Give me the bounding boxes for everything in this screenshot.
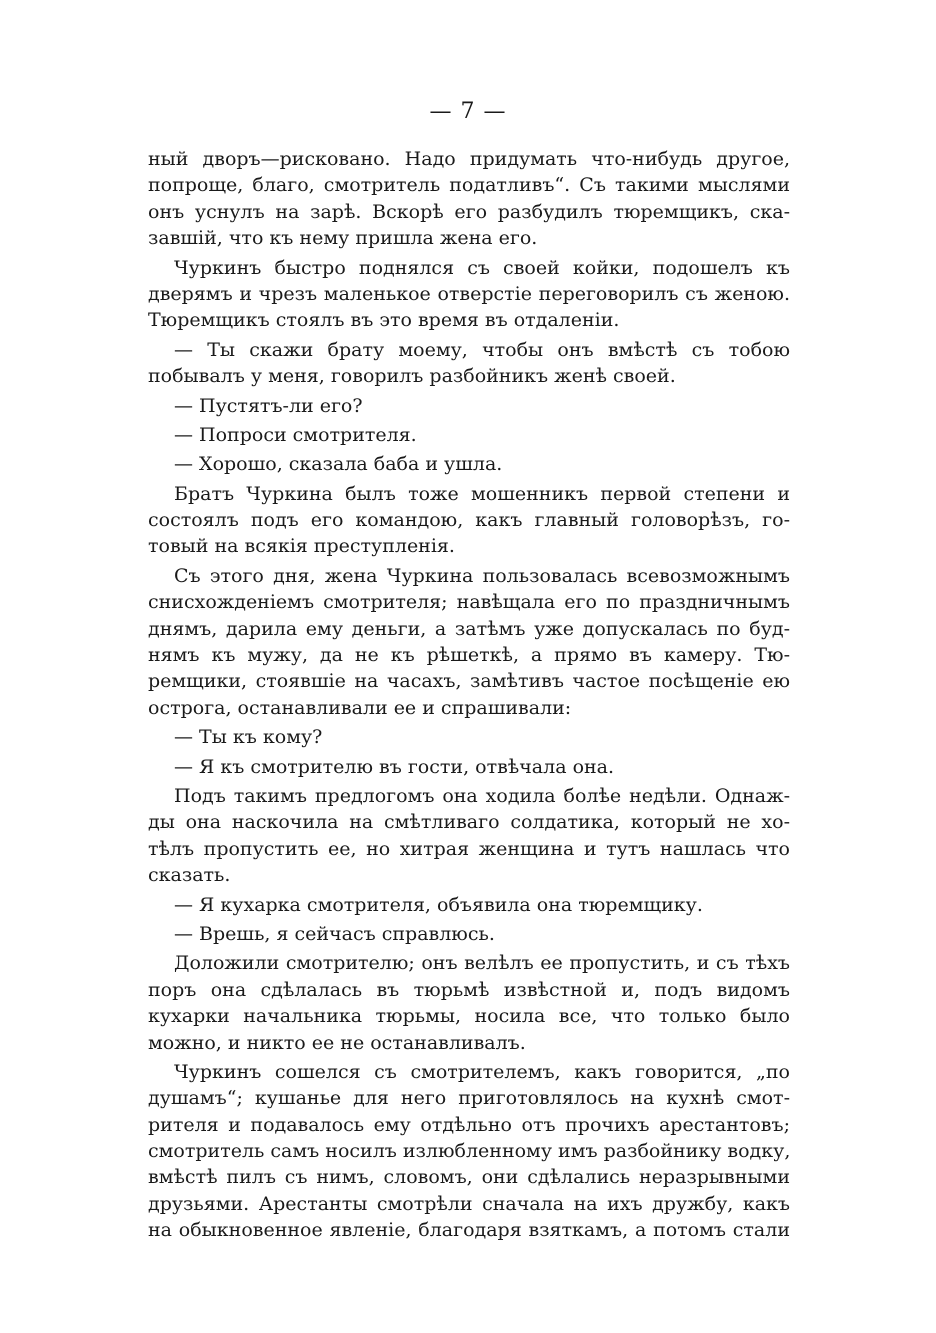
text-line: на обыкновенное явленіе, благодаря взяткамъ, а потомъ стали — [148, 1219, 790, 1242]
paragraph — [148, 783, 790, 889]
paragraph — [148, 754, 790, 780]
text-line: онъ уснулъ на зарѣ. Вскорѣ его разбудилъ тюремщикъ, ска- — [148, 200, 790, 223]
text-line: Чуркинъ быстро поднялся съ своей койки, подошелъ къ — [174, 256, 790, 279]
text-line: — Ты скажи брату моему, чтобы онъ вмѣстѣ съ тобою — [174, 338, 790, 361]
text-line: Братъ Чуркина былъ тоже мошенникъ первой степени и — [174, 482, 790, 505]
text-line: нямъ къ мужу, да не къ рѣшеткѣ, а прямо въ камеру. Тю- — [148, 644, 790, 667]
text-line: острога, останавливали ее и спрашивали: — [148, 696, 572, 719]
text-line: Чуркинъ сошелся съ смотрителемъ, какъ говорится, „по — [174, 1060, 790, 1083]
text-line: — Я кухарка смотрителя, объявила она тюремщику. — [174, 893, 703, 916]
paragraph — [148, 1059, 790, 1244]
text-line: — Я къ смотрителю въ гости, отвѣчала она. — [174, 755, 615, 778]
text-line: Доложили смотрителю; онъ велѣлъ ее пропустить, и съ тѣхъ — [174, 952, 790, 975]
text-line: тѣлъ пропустить ее, но хитрая женщина и тутъ нашлась что — [148, 837, 790, 860]
text-line: ды она наскочила на смѣтливаго солдатика, который не хо- — [148, 811, 790, 834]
text-line: — Врешь, я сейчасъ справлюсь. — [174, 922, 495, 945]
text-line: попроще, благо, смотритель податливъ“. Съ такими мыслями — [148, 174, 790, 197]
text-line: поръ она сдѣлалась въ тюрьмѣ извѣстной и, подъ видомъ — [148, 978, 790, 1001]
paragraph — [148, 255, 790, 334]
paragraph — [148, 393, 790, 419]
text-line: товый на всякія преступленія. — [148, 535, 455, 558]
text-line: кухарки начальника тюрьмы, носила все, что только было — [148, 1005, 790, 1028]
text-line: — Пустятъ-ли его? — [174, 394, 363, 417]
text-line: — Хорошо, сказала баба и ушла. — [174, 453, 503, 476]
paragraph — [148, 724, 790, 750]
paragraph — [148, 422, 790, 448]
text-line: сказать. — [148, 864, 231, 887]
text-line: смотритель самъ носилъ излюбленному имъ разбойнику водку, — [148, 1140, 790, 1163]
text-line: днямъ, дарила ему деньги, а затѣмъ уже допускалась по буд- — [148, 617, 790, 640]
text-line: дверямъ и чрезъ маленькое отверстіе переговорилъ съ женою. — [148, 282, 790, 305]
text-line: Съ этого дня, жена Чуркина пользовалась всевозможнымъ — [174, 564, 790, 587]
text-body — [148, 146, 790, 1247]
text-line: рителя и подавалось ему отдѣльно отъ прочихъ арестантовъ; — [148, 1113, 790, 1136]
text-line: Подъ такимъ предлогомъ она ходила болѣе недѣли. Однаж- — [174, 784, 790, 807]
text-line: — Ты къ кому? — [174, 726, 323, 749]
text-line: ный дворъ—рисковано. Надо придумать что-нибудь другое, — [148, 148, 790, 170]
text-line: — Попроси смотрителя. — [174, 423, 417, 446]
text-line: Тюремщикъ стоялъ въ это время въ отдаленіи. — [148, 309, 620, 332]
text-line: состоялъ подъ его командою, какъ главный головорѣзъ, го- — [148, 509, 790, 532]
paragraph — [148, 337, 790, 390]
text-line: душамъ“; кушанье для него приготовлялось на кухнѣ смот- — [148, 1087, 790, 1110]
text-line: друзьями. Арестанты смотрѣли сначала на ихъ дружбу, какъ — [148, 1192, 790, 1215]
text-line: ремщики, стоявшіе на часахъ, замѣтивъ частое посѣщеніе ею — [148, 670, 790, 693]
paragraph — [148, 451, 790, 477]
paragraph — [148, 563, 790, 721]
paragraph — [148, 921, 790, 947]
paragraph — [148, 892, 790, 918]
paragraph — [148, 950, 790, 1056]
text-line: побывалъ у меня, говорилъ разбойникъ женѣ своей. — [148, 365, 676, 388]
paragraph — [148, 481, 790, 560]
text-line: снисхожденіемъ смотрителя; навѣщала его по праздничнымъ — [148, 591, 790, 614]
page-number: — 7 — — [429, 99, 507, 124]
text-line: завшій, что къ нему пришла жена его. — [148, 227, 538, 250]
text-line: можно, и никто ее не останавливалъ. — [148, 1031, 526, 1054]
paragraph — [148, 146, 790, 252]
text-line: вмѣстѣ пилъ съ нимъ, словомъ, они сдѣлались неразрывными — [148, 1166, 790, 1189]
